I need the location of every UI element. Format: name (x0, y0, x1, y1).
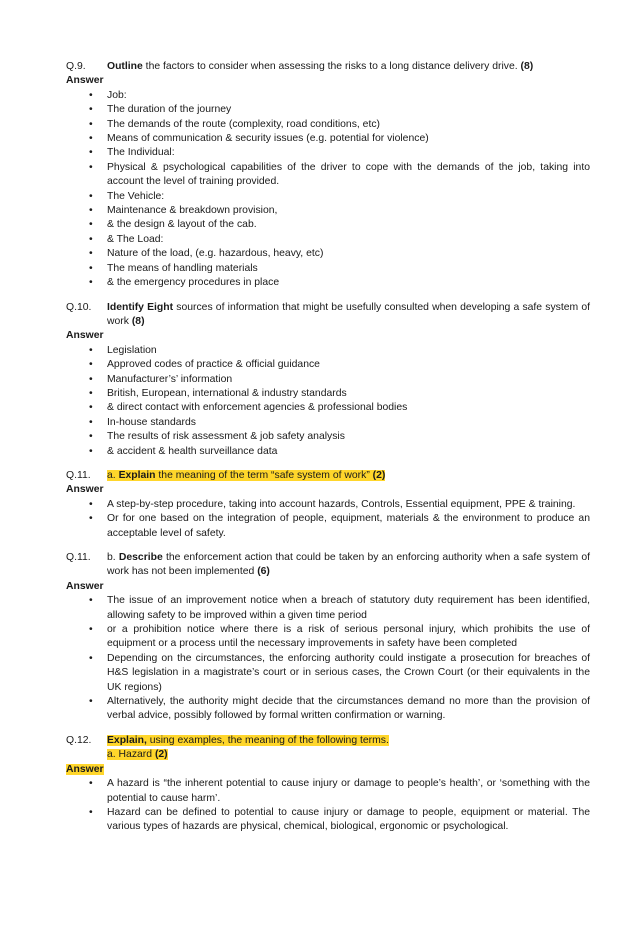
bullet-item: • Alternatively, the authority might decide that the circumstances demand no more than the provision of verbal advice, possibly followed by formal written confirmation or warning. (107, 695, 590, 724)
bullet-item: • & the emergency procedures in place (107, 276, 590, 290)
bullet-item: • The results of risk assessment & job safety analysis (107, 430, 590, 444)
bullet-item: • Physical & psychological capabilities of the driver to cope with the demands of the job, taking into account the level of training provided. (107, 161, 590, 190)
question-part: b. (107, 552, 119, 563)
answer-label-highlighted (66, 763, 590, 777)
bullet-item: • Manufacturer’s’ information (107, 373, 590, 387)
highlighted-subpart (107, 749, 168, 760)
question-text (107, 301, 590, 330)
question-marks: (2) (154, 749, 168, 761)
question-11b (66, 551, 590, 580)
question-number: Q.9. (66, 61, 86, 72)
answer-list (66, 344, 590, 459)
question-command-word: Describe (118, 552, 163, 563)
bullet-item: • Approved codes of practice & official guidance (107, 358, 590, 372)
bullet-item: • The means of handling materials (107, 262, 590, 276)
bullet-item: • British, European, international & industry standards (107, 387, 590, 401)
question-text (107, 60, 590, 74)
question-subpart: a. Hazard (107, 749, 155, 761)
question-11a (66, 469, 590, 483)
bullet-item: • Maintenance & breakdown provision, (107, 204, 590, 218)
question-body: the factors to consider when assessing the risks to a long distance delivery drive. (142, 61, 521, 72)
question-number: Q.11. (66, 469, 91, 481)
bullet-item: • The Vehicle: (107, 190, 590, 204)
answer-list (66, 777, 590, 835)
bullet-item: • The duration of the journey (107, 103, 590, 117)
bullet-item: • Legislation (107, 344, 590, 358)
question-text (107, 469, 590, 483)
answer-label: Answer (66, 580, 104, 592)
question-body: sources of information that might be usefully consulted when developing a safe system of work (107, 301, 590, 327)
answer-label: Answer (66, 330, 104, 342)
question-part: a. (107, 469, 119, 481)
bullet-item: • A step-by-step procedure, taking into account hazards, Controls, Essential equipment, PPE & training. (107, 498, 590, 512)
bullet-item: • A hazard is “the inherent potential to cause injury or damage to people’s health’, or ‘something with the potential to cause harm’. (107, 777, 590, 806)
bullet-item: • Nature of the load, (e.g. hazardous, heavy, etc) (107, 247, 590, 261)
question-command-word: Identify Eight (107, 301, 174, 313)
bullet-item: • Job: (107, 89, 590, 103)
bullet-item: • Means of communication & security issues (e.g. potential for violence) (107, 132, 590, 146)
bullet-item: • The issue of an improvement notice when a breach of statutory duty requirement has been identified, allowing safety to be improved within a given time period (107, 594, 590, 623)
bullet-item: • The Individual: (107, 146, 590, 160)
highlighted-question (107, 735, 389, 746)
bullet-item: • Depending on the circumstances, the enforcing authority could instigate a prosecution for breaches of H&S legislation in a magistrate’s court or in serious cases, the Crown Court (or their equivalents in the UK regions) (107, 652, 590, 695)
question-marks: (8) (131, 315, 145, 327)
question-number: Q.11. (66, 552, 91, 563)
question-marks: (2) (372, 469, 386, 481)
bullet-item: • & The Load: (107, 233, 590, 247)
question-command-word: Outline (107, 61, 143, 72)
bullet-item: • Or for one based on the integration of people, equipment, materials & the environment to produce an acceptable level of safety. (107, 512, 590, 541)
bullet-item: • or a prohibition notice where there is a risk of serious personal injury, which prohibits the use of equipment or a process until the necessary improvements in safety have been completed (107, 623, 590, 652)
answer-list (66, 89, 590, 291)
bullet-item: • & the design & layout of the cab. (107, 218, 590, 232)
question-body: the meaning of the term “safe system of work” (155, 469, 373, 481)
document-content (66, 60, 590, 835)
highlighted-question (107, 470, 385, 481)
bullet-item: • & accident & health surveillance data (107, 445, 590, 459)
question-number: Q.10. (66, 301, 92, 313)
question-command-word: Explain, (107, 734, 147, 746)
bullet-item: • Hazard can be defined to potential to cause injury or damage to people, equipment or material. The various types of hazards are physical, chemical, biological, ergonomic or psychological. (107, 806, 590, 835)
answer-list (66, 594, 590, 724)
question-body: using examples, the meaning of the following terms. (146, 734, 389, 746)
question-9 (66, 60, 590, 74)
answer-label: Answer (66, 484, 104, 496)
bullet-item: • The demands of the route (complexity, road conditions, etc) (107, 118, 590, 132)
question-marks: (6) (257, 566, 270, 578)
bullet-item: • & direct contact with enforcement agencies & professional bodies (107, 401, 590, 415)
answer-label: Answer (66, 763, 104, 775)
question-12 (66, 734, 590, 763)
answer-label: Answer (66, 75, 104, 87)
question-10 (66, 301, 590, 330)
bullet-item: • In-house standards (107, 416, 590, 430)
answer-list (66, 498, 590, 541)
question-marks: (8) (520, 61, 534, 72)
question-body: the enforcement action that could be taken by an enforcing authority when a safe system of work has not been implemented (107, 552, 590, 578)
question-number: Q.12. (66, 734, 92, 746)
question-text (107, 734, 590, 763)
question-command-word: Explain (118, 469, 156, 481)
question-text (107, 551, 590, 580)
